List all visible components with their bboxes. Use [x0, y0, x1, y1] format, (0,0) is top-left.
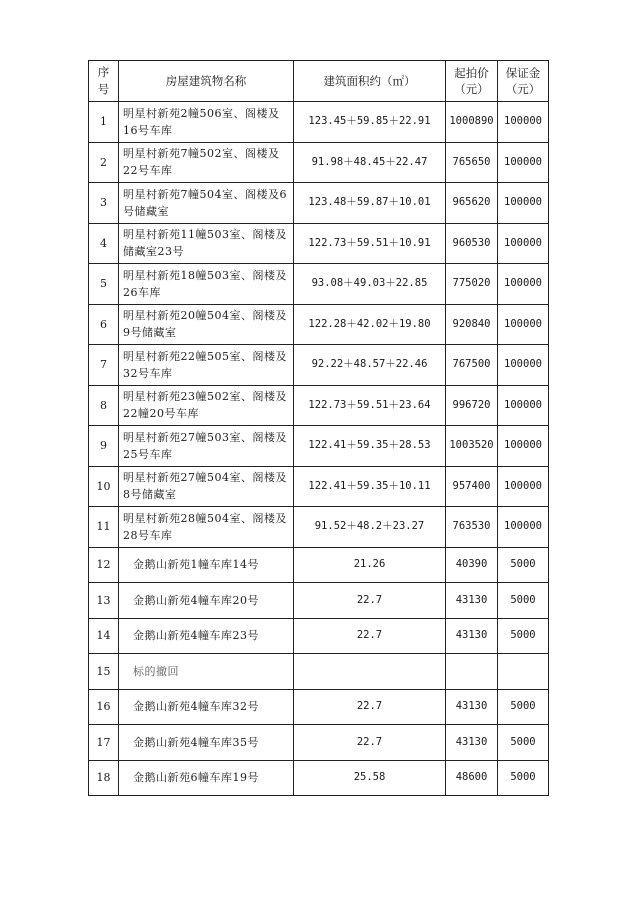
table-row [89, 102, 549, 143]
auction-property-table [88, 60, 549, 796]
row-name: 明星村新苑23幢502室、阁楼及22幢20号车库 [119, 385, 294, 426]
row-no: 18 [89, 760, 119, 796]
row-deposit: 100000 [498, 385, 549, 426]
row-area: 122.73＋59.51＋23.64 [294, 385, 446, 426]
row-price: 775020 [446, 264, 498, 305]
table-header-row [89, 61, 549, 102]
row-area: 122.73＋59.51＋10.91 [294, 223, 446, 264]
table-row-withdrawn [89, 654, 549, 690]
row-no: 4 [89, 223, 119, 264]
row-area: 123.48＋59.87＋10.01 [294, 183, 446, 224]
row-deposit: 5000 [498, 583, 549, 619]
row-price: 48600 [446, 760, 498, 796]
row-area: 91.52＋48.2＋23.27 [294, 507, 446, 548]
row-no: 7 [89, 345, 119, 386]
row-area: 25.58 [294, 760, 446, 796]
row-deposit: 100000 [498, 102, 549, 143]
row-no: 1 [89, 102, 119, 143]
row-name: 明星村新苑7幢502室、阁楼及22号车库 [119, 142, 294, 183]
row-name: 明星村新苑18幢503室、阁楼及26车库 [119, 264, 294, 305]
row-deposit: 5000 [498, 618, 549, 654]
header-name: 房屋建筑物名称 [119, 61, 294, 102]
header-deposit-line2: （元） [505, 82, 541, 96]
table-row [89, 466, 549, 507]
row-area: 91.98＋48.45＋22.47 [294, 142, 446, 183]
table-row [89, 385, 549, 426]
header-area: 建筑面积约（㎡） [294, 61, 446, 102]
row-deposit: 5000 [498, 760, 549, 796]
row-deposit: 5000 [498, 547, 549, 583]
row-price: 43130 [446, 583, 498, 619]
table-row [89, 618, 549, 654]
row-deposit: 100000 [498, 466, 549, 507]
row-area: 22.7 [294, 618, 446, 654]
row-price: 920840 [446, 304, 498, 345]
row-price: 765650 [446, 142, 498, 183]
row-no: 9 [89, 426, 119, 467]
row-name: 金鹅山新苑4幢车库32号 [119, 689, 294, 725]
table-row [89, 583, 549, 619]
row-price: 43130 [446, 618, 498, 654]
row-price: 996720 [446, 385, 498, 426]
row-no: 16 [89, 689, 119, 725]
row-name: 明星村新苑22幢505室、阁楼及32号车库 [119, 345, 294, 386]
table-row [89, 183, 549, 224]
table-row [89, 507, 549, 548]
row-name: 明星村新苑20幢504室、阁楼及9号储藏室 [119, 304, 294, 345]
row-price: 767500 [446, 345, 498, 386]
row-name: 明星村新苑7幢504室、阁楼及6号储藏室 [119, 183, 294, 224]
table-row [89, 725, 549, 761]
row-deposit: 100000 [498, 183, 549, 224]
row-area: 22.7 [294, 583, 446, 619]
row-area: 122.28＋42.02＋19.80 [294, 304, 446, 345]
row-name: 金鹅山新苑6幢车库19号 [119, 760, 294, 796]
row-deposit: 100000 [498, 507, 549, 548]
row-name: 金鹅山新苑4幢车库23号 [119, 618, 294, 654]
row-price: 1003520 [446, 426, 498, 467]
row-name-withdrawn: 标的撤回 [119, 654, 294, 690]
table-row [89, 264, 549, 305]
row-no: 5 [89, 264, 119, 305]
row-area: 21.26 [294, 547, 446, 583]
header-deposit-line1: 保证金 [505, 66, 541, 80]
row-price: 1000890 [446, 102, 498, 143]
row-no: 8 [89, 385, 119, 426]
table-row [89, 689, 549, 725]
row-deposit: 100000 [498, 264, 549, 305]
row-no: 13 [89, 583, 119, 619]
row-price: 965620 [446, 183, 498, 224]
row-area: 123.45＋59.85＋22.91 [294, 102, 446, 143]
row-name: 明星村新苑27幢503室、阁楼及25号车库 [119, 426, 294, 467]
row-area: 92.22＋48.57＋22.46 [294, 345, 446, 386]
row-deposit [498, 654, 549, 690]
row-price: 43130 [446, 689, 498, 725]
row-deposit: 100000 [498, 304, 549, 345]
row-area: 22.7 [294, 725, 446, 761]
row-name: 明星村新苑28幢504室、阁楼及28号车库 [119, 507, 294, 548]
row-price: 957400 [446, 466, 498, 507]
row-price: 763530 [446, 507, 498, 548]
row-no: 17 [89, 725, 119, 761]
row-no: 11 [89, 507, 119, 548]
row-name: 明星村新苑27幢504室、阁楼及8号储藏室 [119, 466, 294, 507]
row-name: 明星村新苑2幢506室、阁楼及16号车库 [119, 102, 294, 143]
table-row [89, 426, 549, 467]
row-area: 122.41＋59.35＋10.11 [294, 466, 446, 507]
row-deposit: 100000 [498, 426, 549, 467]
row-price: 960530 [446, 223, 498, 264]
row-deposit: 5000 [498, 725, 549, 761]
row-area [294, 654, 446, 690]
row-deposit: 5000 [498, 689, 549, 725]
header-no-text: 序号 [97, 65, 110, 96]
row-no: 2 [89, 142, 119, 183]
header-price [446, 61, 498, 102]
row-no: 15 [89, 654, 119, 690]
table-row [89, 760, 549, 796]
row-deposit: 100000 [498, 345, 549, 386]
table-row [89, 142, 549, 183]
header-deposit [498, 61, 549, 102]
row-deposit: 100000 [498, 142, 549, 183]
row-area: 22.7 [294, 689, 446, 725]
row-name: 金鹅山新苑1幢车库14号 [119, 547, 294, 583]
row-no: 12 [89, 547, 119, 583]
row-price: 40390 [446, 547, 498, 583]
header-no [89, 61, 119, 102]
row-name: 金鹅山新苑4幢车库20号 [119, 583, 294, 619]
header-price-line2: （元） [454, 82, 489, 96]
row-deposit: 100000 [498, 223, 549, 264]
row-no: 3 [89, 183, 119, 224]
table-row [89, 304, 549, 345]
row-price [446, 654, 498, 690]
table-row [89, 547, 549, 583]
row-area: 93.08＋49.03＋22.85 [294, 264, 446, 305]
table-row [89, 223, 549, 264]
row-area: 122.41＋59.35＋28.53 [294, 426, 446, 467]
header-price-line1: 起拍价 [454, 66, 489, 80]
row-price: 43130 [446, 725, 498, 761]
table-row [89, 345, 549, 386]
row-no: 14 [89, 618, 119, 654]
row-no: 10 [89, 466, 119, 507]
row-no: 6 [89, 304, 119, 345]
row-name: 金鹅山新苑4幢车库35号 [119, 725, 294, 761]
row-name: 明星村新苑11幢503室、阁楼及储藏室23号 [119, 223, 294, 264]
